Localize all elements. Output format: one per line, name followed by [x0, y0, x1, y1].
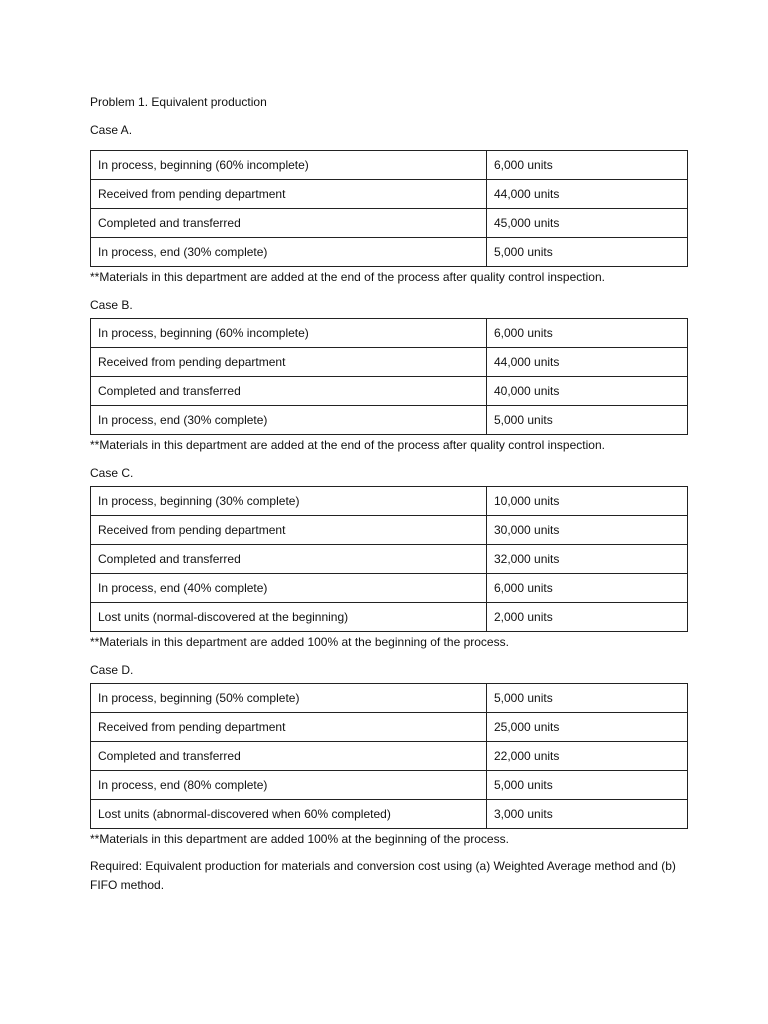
row-item: In process, end (30% complete) [91, 406, 487, 435]
row-value: 6,000 units [487, 151, 688, 180]
row-value: 5,000 units [487, 238, 688, 267]
table-row [91, 771, 688, 800]
case-d-label: Case D. [90, 663, 134, 677]
row-value: 5,000 units [487, 406, 688, 435]
document-page [90, 94, 680, 895]
case-d-table [90, 683, 688, 829]
table-row [91, 574, 688, 603]
row-item: Completed and transferred [91, 742, 487, 771]
table-row [91, 319, 688, 348]
row-item: Completed and transferred [91, 545, 487, 574]
table-row [91, 713, 688, 742]
row-item: Lost units (abnormal-discovered when 60% completed) [91, 800, 487, 829]
table-row [91, 348, 688, 377]
row-value: 5,000 units [487, 771, 688, 800]
case-c-table [90, 486, 688, 632]
row-item: In process, beginning (60% incomplete) [91, 151, 487, 180]
row-value: 40,000 units [487, 377, 688, 406]
case-d-note: **Materials in this department are added 100% at the beginning of the process. [90, 832, 509, 846]
case-b-table [90, 318, 688, 435]
row-value: 5,000 units [487, 684, 688, 713]
row-value: 44,000 units [487, 180, 688, 209]
row-value: 45,000 units [487, 209, 688, 238]
case-a-table [90, 150, 688, 267]
case-a-note: **Materials in this department are added at the end of the process after quality control inspection. [90, 270, 605, 284]
row-value: 22,000 units [487, 742, 688, 771]
row-item: In process, beginning (50% complete) [91, 684, 487, 713]
case-a-label: Case A. [90, 123, 133, 137]
table-row [91, 516, 688, 545]
table-row [91, 406, 688, 435]
table-row [91, 377, 688, 406]
row-item: Completed and transferred [91, 209, 487, 238]
row-value: 25,000 units [487, 713, 688, 742]
case-c-label: Case C. [90, 466, 134, 480]
table-row [91, 800, 688, 829]
row-value: 32,000 units [487, 545, 688, 574]
problem-title: Problem 1. Equivalent production [90, 95, 267, 109]
table-row [91, 684, 688, 713]
row-value: 3,000 units [487, 800, 688, 829]
row-item: In process, beginning (30% complete) [91, 487, 487, 516]
table-row [91, 180, 688, 209]
table-row [91, 545, 688, 574]
table-row [91, 603, 688, 632]
row-value: 6,000 units [487, 319, 688, 348]
row-value: 44,000 units [487, 348, 688, 377]
table-row [91, 209, 688, 238]
row-item: Received from pending department [91, 516, 487, 545]
row-item: In process, end (30% complete) [91, 238, 487, 267]
row-value: 10,000 units [487, 487, 688, 516]
row-item: Completed and transferred [91, 377, 487, 406]
row-value: 30,000 units [487, 516, 688, 545]
table-row [91, 487, 688, 516]
case-b-note: **Materials in this department are added at the end of the process after quality control inspection. [90, 438, 605, 452]
row-item: Received from pending department [91, 713, 487, 742]
row-value: 2,000 units [487, 603, 688, 632]
case-c-note: **Materials in this department are added 100% at the beginning of the process. [90, 635, 509, 649]
row-item: In process, beginning (60% incomplete) [91, 319, 487, 348]
table-row [91, 742, 688, 771]
case-b-label: Case B. [90, 298, 133, 312]
row-item: Received from pending department [91, 348, 487, 377]
row-item: Lost units (normal-discovered at the beginning) [91, 603, 487, 632]
row-item: In process, end (80% complete) [91, 771, 487, 800]
row-item: Received from pending department [91, 180, 487, 209]
row-value: 6,000 units [487, 574, 688, 603]
required-text: Required: Equivalent production for materials and conversion cost using (a) Weighted Average method and (b) FIFO method. [90, 859, 676, 892]
table-row [91, 238, 688, 267]
table-row [91, 151, 688, 180]
row-item: In process, end (40% complete) [91, 574, 487, 603]
